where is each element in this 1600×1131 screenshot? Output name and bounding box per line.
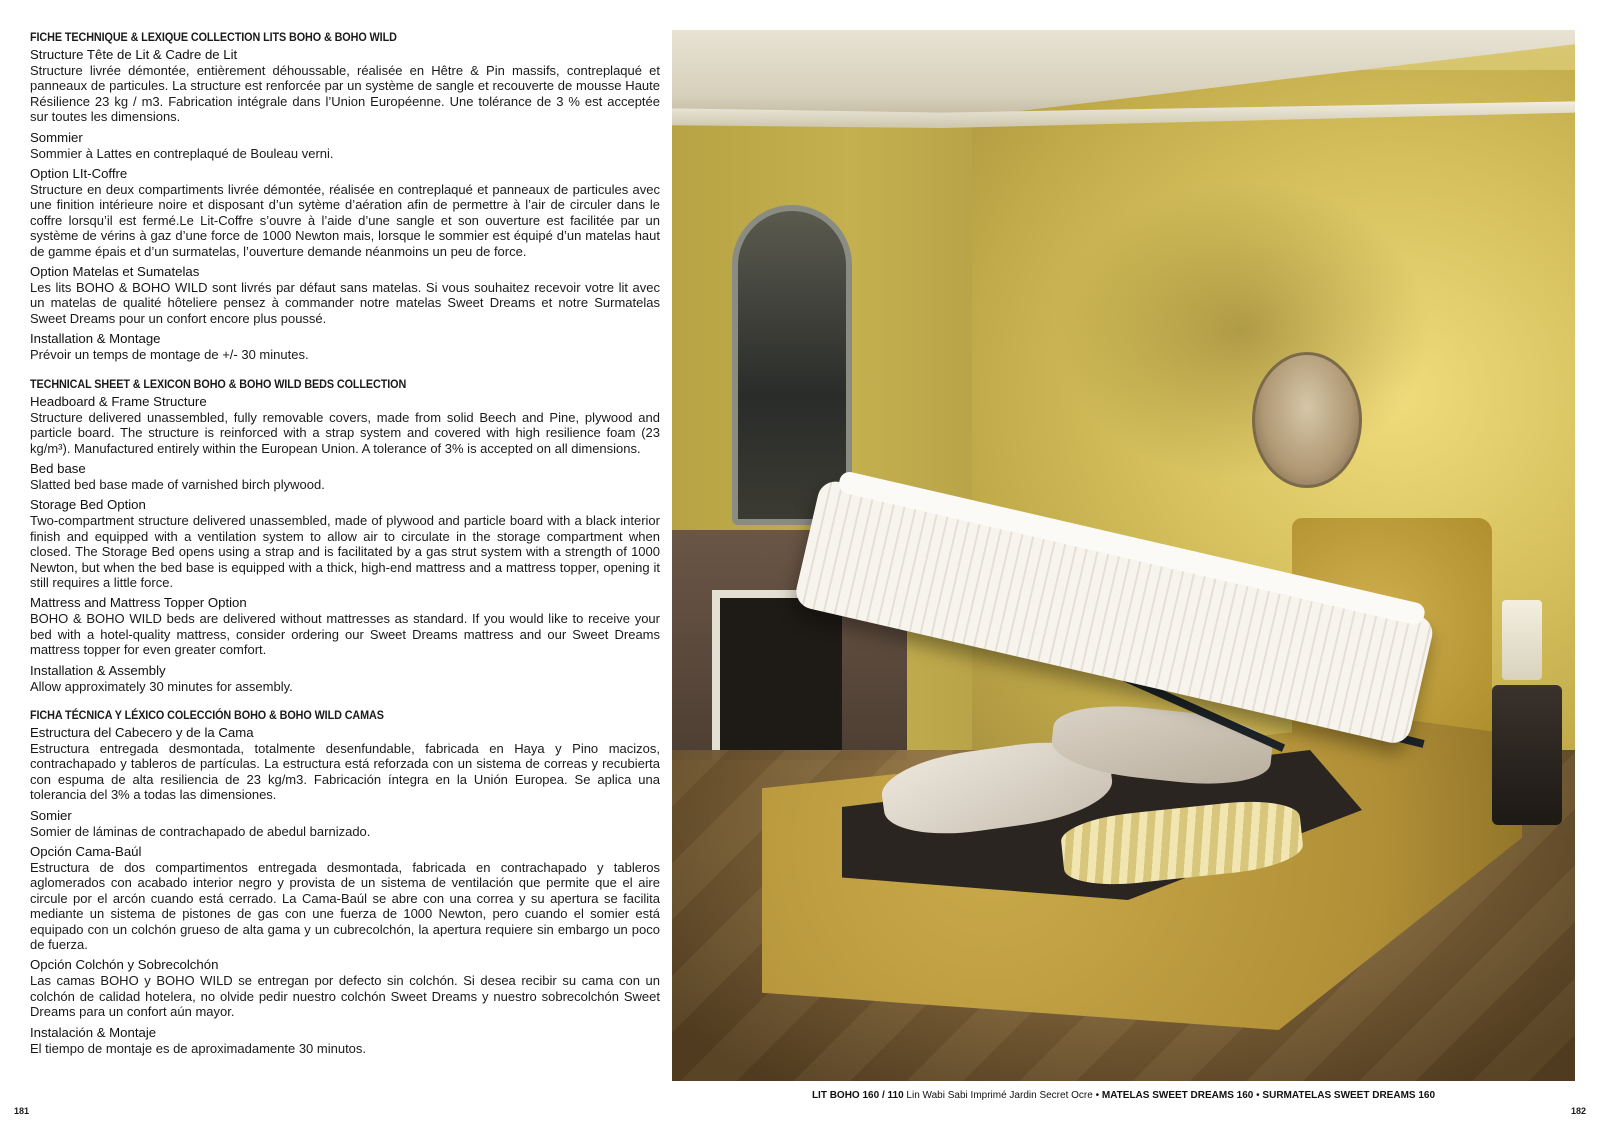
entry-body: Les lits BOHO & BOHO WILD sont livrés par défaut sans matelas. Si vous souhaitez recevoir votre lit avec un matelas de qualité hôteliere pensez à commander notre matelas Sweet Dreams et notre Surmatelas Sweet Dreams pour un confort encore plus poussé. xyxy=(30,280,660,326)
entry xyxy=(30,497,660,590)
entry xyxy=(30,595,660,657)
entry-body: Structure en deux compartiments livrée démontée, réalisée en contreplaqué et panneaux de particules avec une finition intérieure noire et disposant d’un sytème d’aération afin de permettre à l’air de circuler dans le coffre lorsqu’il est fermé.Le Lit-Coffre s’ouvre à l’aide d’une sangle et son ouverture est facilitée par un système de vérins à gaz d’une force de 1000 Newton mais, lorsque le sommier est équipé d’un matelas haut de gamme épais et d’un surmatelas, l’ouverture demande néanmoins un peu de force. xyxy=(30,182,660,259)
entry-title: Storage Bed Option xyxy=(30,497,146,513)
entry-body: Somier de láminas de contrachapado de abedul barnizado. xyxy=(30,823,371,839)
entry-body: BOHO & BOHO WILD beds are delivered without mattresses as standard. If you would like to receive your bed with a hotel-quality mattress, consider ordering our Sweet Dreams mattress and our Sweet Dreams mattress topper for even greater comfort. xyxy=(30,611,660,658)
entry xyxy=(30,331,660,362)
entry-title: Bed base xyxy=(30,460,86,476)
page-number-left: 181 xyxy=(14,1106,30,1116)
entry-body: Slatted bed base made of varnished birch plywood. xyxy=(30,476,325,492)
entry-title: Installation & Assembly xyxy=(30,662,166,678)
entry xyxy=(30,1025,660,1056)
entry-title: Mattress and Mattress Topper Option xyxy=(30,595,247,611)
entry-title: Sommier xyxy=(30,129,83,145)
entry-title: Opción Cama-Baúl xyxy=(30,844,142,859)
entry-body: Allow approximately 30 minutes for assembly. xyxy=(30,678,293,694)
side-table xyxy=(1492,685,1562,825)
entry xyxy=(30,47,660,125)
page-number-right: 182 xyxy=(1570,1106,1586,1116)
entry-title: Installation & Montage xyxy=(30,331,161,347)
entry-body: Estructura de dos compartimentos entregada desmontada, fabricada en contrachapado y tableros aglomerados con acabado interior negro y provista de un sistema de ventilación que permite que el aire circule por el arcón cuando está cerrado. La Cama-Baúl se abre con una correa y su apertura se facilita mediante un sistema de pistones de gas con une fuerza de 1000 Newton, pero cuando el somier está equipado con un colchón grueso de alta gama y un cubrecolchón, la apertura requiere sin embargo un poco de fuerza. xyxy=(30,860,660,953)
venetian-mirror xyxy=(732,205,852,525)
entry xyxy=(30,264,660,326)
section-english xyxy=(30,377,660,694)
entry xyxy=(30,957,660,1019)
entry-body: Structure delivered unassembled, fully removable covers, made from solid Beech and Pine, plywood and particle board. The structure is reinforced with a strap system and covered with high resilience foam (23 kg/m³). Manufactured entirely within the European Union. A tolerance of 3% is accepted on all dimensions. xyxy=(30,409,660,456)
text-column xyxy=(30,30,660,1070)
entry-title: Option LIt-Coffre xyxy=(30,166,128,182)
photo-caption xyxy=(672,1090,1575,1101)
entry xyxy=(30,130,660,161)
entry xyxy=(30,461,660,492)
entry xyxy=(30,808,660,839)
entry-body: Structure livrée démontée, entièrement déhoussable, réalisée en Hêtre & Pin massifs, contreplaqué et panneaux de particules. La structure est renforcée par un système de sangle et recouverte de mousse Haute Résilience 23 kg / m3. Fabrication intégrale dans l’Union Européenne. Une tolérance de 3 % est acceptée sur toutes les dimensions. xyxy=(30,63,660,125)
section-heading: FICHE TECHNIQUE & LEXIQUE COLLECTION LITS BOHO & BOHO WILD xyxy=(30,30,397,44)
entry-body: Prévoir un temps de montage de +/- 30 minutes. xyxy=(30,347,309,363)
entry-title: Somier xyxy=(30,807,72,823)
entry-title: Structure Tête de Lit & Cadre de Lit xyxy=(30,47,238,62)
caption-topper: SURMATELAS SWEET DREAMS 160 xyxy=(1262,1090,1436,1101)
entry-title: Option Matelas et Sumatelas xyxy=(30,264,200,280)
caption-mattress: MATELAS SWEET DREAMS 160 xyxy=(1101,1090,1254,1101)
lamp xyxy=(1502,600,1542,680)
entry-body: Las camas BOHO y BOHO WILD se entregan por defecto sin colchón. Si desea recibir su cama con un colchón de calidad hotelera, no olvide pedir nuestro colchón Sweet Dreams y nuestro sobrecolchón Sweet Dreams para un confort aún mayor. xyxy=(30,973,660,1020)
entry-title: Opción Colchón y Sobrecolchón xyxy=(30,957,219,973)
entry-title: Instalación & Montaje xyxy=(30,1024,157,1040)
section-heading: FICHA TÉCNICA Y LÉXICO COLECCIÓN BOHO & BOHO WILD CAMAS xyxy=(30,707,384,722)
fireplace-opening xyxy=(712,590,842,760)
entry xyxy=(30,166,660,259)
entry xyxy=(30,844,660,952)
entry-title: Estructura del Cabecero y de la Cama xyxy=(30,724,254,740)
entry-body: Two-compartment structure delivered unassembled, made of plywood and particle board with a black interior finish and equipped with a ventilation system to allow air to circulate in the storage compartment when closed. The Storage Bed opens using a strap and is facilitated by a gas strut system with a strength of 1000 Newton, but when the bed base is equipped with a thick, high-end mattress and a mattress topper, opening it still requires a little force. xyxy=(30,513,660,590)
section-french xyxy=(30,30,660,363)
entry xyxy=(30,725,660,803)
caption-fabric: Lin Wabi Sabi Imprimé Jardin Secret Ocre • xyxy=(903,1090,1102,1101)
entry xyxy=(30,394,660,456)
caption-separator: • xyxy=(1253,1090,1263,1101)
product-photo xyxy=(672,30,1575,1081)
section-heading: TECHNICAL SHEET & LEXICON BOHO & BOHO WILD BEDS COLLECTION xyxy=(30,376,407,391)
entry-body: El tiempo de montaje es de aproximadamente 30 minutos. xyxy=(30,1040,367,1056)
entry-title: Headboard & Frame Structure xyxy=(30,393,207,409)
entry-body: Estructura entregada desmontada, totalmente desenfundable, fabricada en Haya y Pino macizos, contrachapado y tableros de partículas. La estructura está reforzada con un sistema de correas y recubierta con espuma de alta resiliencia de 23 kg/m3. Fabricación íntegra en la Unión Europea. Se aplica una tolerancia del 3% a todas las dimensiones. xyxy=(30,740,660,803)
oval-portrait xyxy=(1252,352,1362,488)
palm-shadow xyxy=(1052,180,1432,480)
caption-product: LIT BOHO 160 / 110 xyxy=(811,1090,904,1101)
entry xyxy=(30,663,660,694)
section-spanish xyxy=(30,708,660,1056)
entry-body: Sommier à Lattes en contreplaqué de Bouleau verni. xyxy=(30,145,334,161)
